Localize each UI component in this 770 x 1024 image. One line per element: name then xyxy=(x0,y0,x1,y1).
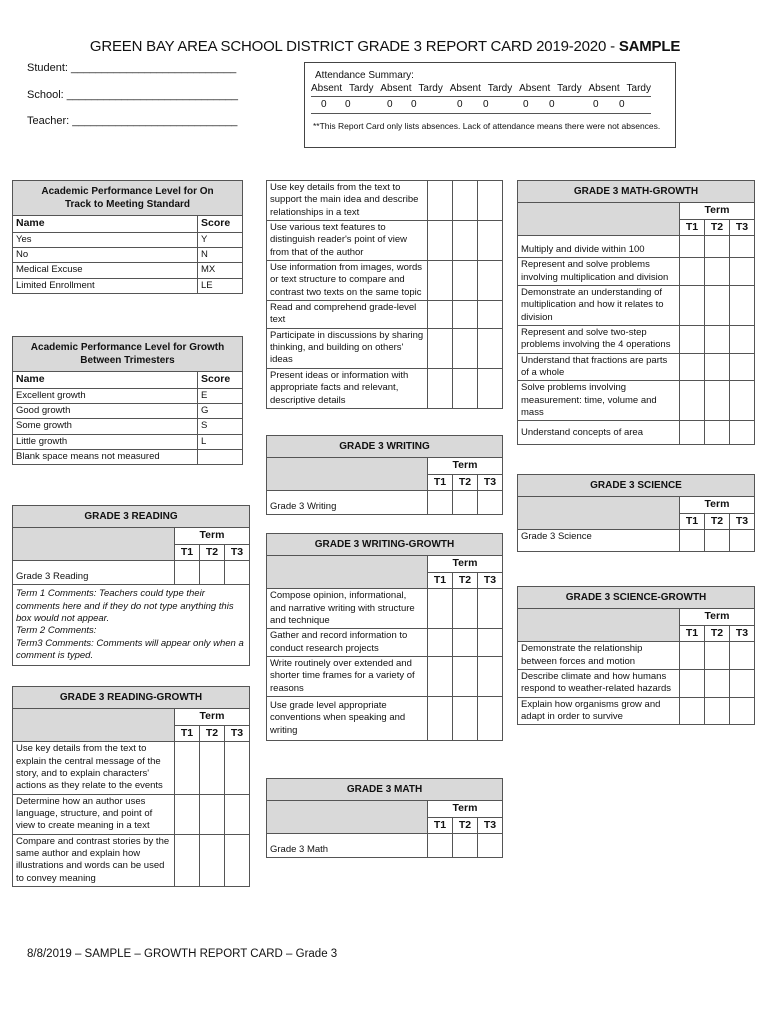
t2-header: T2 xyxy=(453,572,478,589)
legend-name: Blank space means not measured xyxy=(13,450,198,465)
writing-item: Grade 3 Writing xyxy=(267,491,428,515)
legend-name: Excellent growth xyxy=(13,388,198,403)
t2-header: T2 xyxy=(453,474,478,491)
legend-score: L xyxy=(198,434,243,449)
math-item: Grade 3 Math xyxy=(267,834,428,858)
reading-table xyxy=(12,505,250,666)
science-growth-item: Demonstrate the relationship between forces and motion xyxy=(518,642,680,670)
t1-header: T1 xyxy=(428,474,453,491)
t3-header: T3 xyxy=(478,817,503,834)
legend-track-title xyxy=(13,181,243,216)
attendance-header: Absent xyxy=(449,83,481,94)
math-growth-title: GRADE 3 MATH-GROWTH xyxy=(518,181,755,203)
attendance-header: Absent xyxy=(588,83,620,94)
science-item: Grade 3 Science xyxy=(518,530,680,552)
science-growth-table xyxy=(517,586,755,725)
attendance-value: 0 xyxy=(549,99,555,110)
t3-header: T3 xyxy=(478,572,503,589)
page-title xyxy=(0,38,770,55)
title-sample: SAMPLE xyxy=(618,38,681,55)
attendance-value: 0 xyxy=(619,99,625,110)
t2-header: T2 xyxy=(453,817,478,834)
legend-score: N xyxy=(198,247,243,262)
t3-header: T3 xyxy=(225,544,250,561)
legend-name: Good growth xyxy=(13,403,198,418)
t2-header: T2 xyxy=(705,219,730,236)
col-name: Name xyxy=(13,372,198,389)
col-name: Name xyxy=(13,216,198,233)
writing-growth-item: Compose opinion, informational, and narrative writing with structure and technique xyxy=(267,589,428,629)
writing-growth-table xyxy=(266,533,503,741)
attendance-value: 0 xyxy=(523,99,529,110)
attendance-value: 0 xyxy=(321,99,327,110)
t2-header: T2 xyxy=(200,544,225,561)
legend-name: Medical Excuse xyxy=(13,263,198,278)
math-growth-item: Multiply and divide within 100 xyxy=(518,236,680,258)
reading-growth-item: Participate in discussions by sharing thinking, and building on others' ideas xyxy=(267,328,428,368)
math-growth-item: Solve problems involving measurement: time, volume and mass xyxy=(518,381,680,421)
term-header: Term xyxy=(680,203,755,220)
reading-growth-title: GRADE 3 READING-GROWTH xyxy=(13,687,250,709)
col-score: Score xyxy=(198,216,243,233)
legend-name: No xyxy=(13,247,198,262)
legend-growth-title-line: Between Trimesters xyxy=(80,355,175,366)
term1-comment: Term 1 Comments: Teachers could type their comments here and if they do not type anything this box would not appear. xyxy=(16,588,234,624)
legend-name: Limited Enrollment xyxy=(13,278,198,293)
attendance-header: Absent xyxy=(519,83,551,94)
reading-growth-table xyxy=(12,686,250,887)
attendance-header: Tardy xyxy=(487,83,513,94)
term3-comment: Term3 Comments: Comments will appear only when a comment is typed. xyxy=(16,637,244,661)
attendance-value: 0 xyxy=(457,99,463,110)
t2-header: T2 xyxy=(705,513,730,530)
legend-score xyxy=(198,450,243,465)
term-header: Term xyxy=(680,609,755,626)
legend-growth-table xyxy=(12,336,243,465)
attendance-header: Absent xyxy=(311,83,343,94)
attendance-header: Tardy xyxy=(418,83,443,94)
attendance-title: Attendance Summary: xyxy=(315,70,414,81)
attendance-value: 0 xyxy=(345,99,351,110)
math-title: GRADE 3 MATH xyxy=(267,779,503,801)
attendance-header-row xyxy=(311,83,651,97)
reading-item: Grade 3 Reading xyxy=(13,561,175,585)
t3-header: T3 xyxy=(478,474,503,491)
term-header: Term xyxy=(680,497,755,514)
math-growth-item: Represent and solve two-step problems involving the 4 operations xyxy=(518,326,680,354)
math-growth-item: Demonstrate an understanding of multiplication and how it relates to division xyxy=(518,285,680,325)
writing-title: GRADE 3 WRITING xyxy=(267,436,503,458)
math-growth-item: Understand that fractions are parts of a whole xyxy=(518,353,680,381)
attendance-value: 0 xyxy=(411,99,417,110)
term-header: Term xyxy=(428,801,503,818)
legend-track-title-line: Track to Meeting Standard xyxy=(64,199,191,210)
reading-comments xyxy=(13,585,250,666)
reading-growth-item: Use key details from the text to support the main idea and describe relationships in a text xyxy=(267,181,428,221)
reading-growth-item: Read and comprehend grade-level text xyxy=(267,301,428,329)
term-header: Term xyxy=(175,528,250,545)
science-title: GRADE 3 SCIENCE xyxy=(518,475,755,497)
science-table xyxy=(517,474,755,552)
t3-header: T3 xyxy=(225,725,250,742)
science-growth-title: GRADE 3 SCIENCE-GROWTH xyxy=(518,587,755,609)
reading-growth-item: Use key details from the text to explain the central message of the story, and to explain characters' actions as they relate to the events xyxy=(13,742,175,794)
school-line: School: ____________________________ xyxy=(27,89,239,101)
math-growth-item: Understand concepts of area xyxy=(518,421,680,445)
t1-header: T1 xyxy=(680,625,705,642)
legend-score: MX xyxy=(198,263,243,278)
reading-growth-item: Present ideas or information with appropriate facts and relevant, descriptive details xyxy=(267,368,428,408)
attendance-value: 0 xyxy=(593,99,599,110)
reading-growth-item: Determine how an author uses language, structure, and point of view to create meaning in a text xyxy=(13,794,175,834)
term-header: Term xyxy=(428,556,503,573)
t1-header: T1 xyxy=(680,513,705,530)
legend-growth-title-line: Academic Performance Level for Growth xyxy=(30,342,225,353)
attendance-value: 0 xyxy=(387,99,393,110)
math-growth-item: Represent and solve problems involving multiplication and division xyxy=(518,258,680,286)
writing-growth-item: Gather and record information to conduct research projects xyxy=(267,629,428,657)
reading-growth-item: Compare and contrast stories by the same author and explain how illustrations and words can be used to convey meaning xyxy=(13,834,175,886)
reading-growth-cont-table xyxy=(266,180,503,409)
legend-growth-title xyxy=(13,337,243,372)
legend-name: Little growth xyxy=(13,434,198,449)
t1-header: T1 xyxy=(428,572,453,589)
t1-header: T1 xyxy=(175,725,200,742)
reading-title: GRADE 3 READING xyxy=(13,506,250,528)
science-growth-item: Describe climate and how humans respond to weather-related hazards xyxy=(518,669,680,697)
term-header: Term xyxy=(175,709,250,726)
attendance-note: **This Report Card only lists absences. Lack of attendance means there were not absences. xyxy=(313,121,661,131)
t2-header: T2 xyxy=(705,625,730,642)
writing-growth-title: GRADE 3 WRITING-GROWTH xyxy=(267,534,503,556)
attendance-value-row xyxy=(311,97,651,114)
col-score: Score xyxy=(198,372,243,389)
teacher-line: Teacher: ___________________________ xyxy=(27,115,238,127)
t1-header: T1 xyxy=(428,817,453,834)
attendance-header: Tardy xyxy=(349,83,374,94)
math-growth-table xyxy=(517,180,755,445)
reading-growth-item: Use various text features to distinguish reader's point of view from that of the author xyxy=(267,221,428,261)
t1-header: T1 xyxy=(175,544,200,561)
legend-score: Y xyxy=(198,232,243,247)
science-growth-item: Explain how organisms grow and adapt in order to survive xyxy=(518,697,680,725)
writing-table xyxy=(266,435,503,515)
legend-name: Yes xyxy=(13,232,198,247)
legend-score: E xyxy=(198,388,243,403)
legend-track-table xyxy=(12,180,243,294)
legend-name: Some growth xyxy=(13,419,198,434)
attendance-header: Tardy xyxy=(557,83,582,94)
term2-comment: Term 2 Comments: xyxy=(16,625,97,637)
footer: 8/8/2019 – SAMPLE – GROWTH REPORT CARD – Grade 3 xyxy=(27,948,338,960)
writing-growth-item: Use grade level appropriate conventions when speaking and writing xyxy=(267,697,428,741)
math-table xyxy=(266,778,503,858)
attendance-value: 0 xyxy=(483,99,489,110)
student-line: Student: ___________________________ xyxy=(27,62,237,74)
term-header: Term xyxy=(428,458,503,475)
t3-header: T3 xyxy=(730,513,755,530)
t1-header: T1 xyxy=(680,219,705,236)
attendance-summary xyxy=(304,62,676,148)
attendance-header: Absent xyxy=(380,83,412,94)
legend-track-title-line: Academic Performance Level for On xyxy=(41,186,214,197)
t3-header: T3 xyxy=(730,219,755,236)
writing-growth-item: Write routinely over extended and shorter time frames for a variety of reasons xyxy=(267,657,428,697)
legend-score: LE xyxy=(198,278,243,293)
attendance-header: Tardy xyxy=(626,83,651,94)
legend-score: G xyxy=(198,403,243,418)
legend-score: S xyxy=(198,419,243,434)
title-text: GREEN BAY AREA SCHOOL DISTRICT GRADE 3 REPORT CARD 2019-2020 - xyxy=(89,38,619,55)
t2-header: T2 xyxy=(200,725,225,742)
t3-header: T3 xyxy=(730,625,755,642)
reading-growth-item: Use information from images, words or text structure to compare and contrast two texts on the same topic xyxy=(267,261,428,301)
